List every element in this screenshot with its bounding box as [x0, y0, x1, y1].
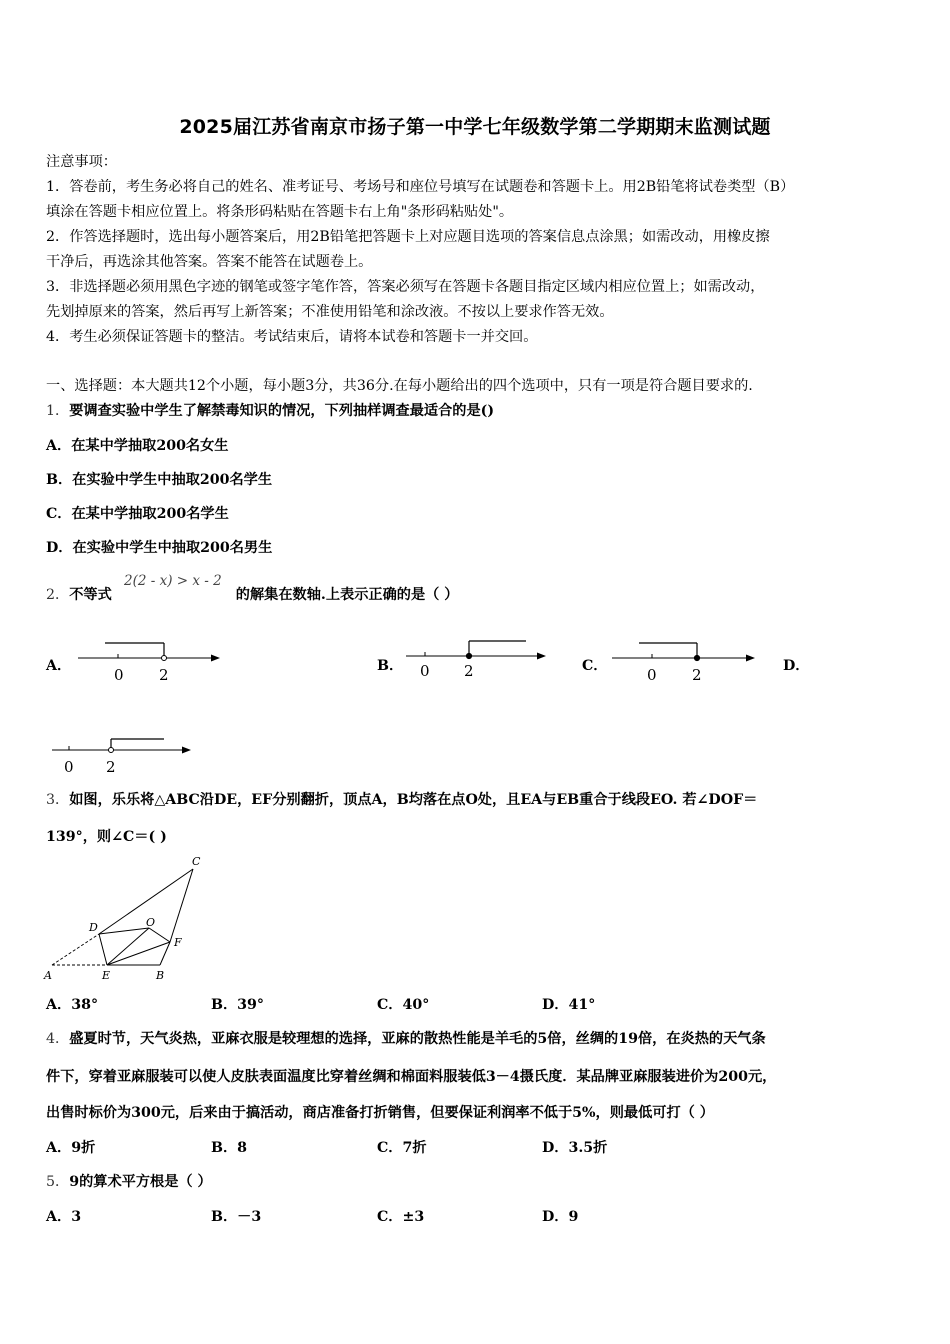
q5-option-c[interactable]: C．±3 [377, 1209, 425, 1225]
question-4-number: 4． [46, 1031, 70, 1047]
page-title: 2025届江苏省南京市扬子第一中学七年级数学第二学期期末监测试题 [179, 116, 771, 138]
notice-line: 填涂在答题卡相应位置上。将条形码粘贴在答题卡右上角"条形码粘贴处"。 [46, 204, 514, 220]
question-1-stem [46, 401, 494, 421]
q1-option-b[interactable]: B．在实验中学生中抽取200名学生 [46, 472, 273, 488]
tick-label-zero: 0 [114, 666, 124, 684]
notice-line: 1．答卷前，考生务必将自己的姓名、准考证号、考场号和座位号填写在试题卷和答题卡上。用2B铅笔将试卷类型（B） [46, 179, 795, 195]
question-5-number: 5． [46, 1174, 70, 1190]
tick-label-zero: 0 [647, 666, 657, 684]
q5-option-a[interactable]: A．3 [46, 1209, 82, 1225]
question-2-text-before: 不等式 [69, 587, 112, 603]
question-4-text: 盛夏时节，天气炎热，亚麻衣服是较理想的选择，亚麻的散热性能是羊毛的5倍，丝绸的19倍，在炎热的天气条 [69, 1031, 766, 1047]
q1-option-c[interactable]: C．在某中学抽取200名学生 [46, 506, 229, 522]
inequality-expression: 2(2 - x) > x - 2 [124, 573, 222, 589]
notice-line: 干净后，再选涂其他答案。答案不能答在试题卷上。 [46, 254, 373, 270]
number-line-b [398, 634, 558, 684]
question-3-stem-cont: 139°，则∠C＝( ) [46, 829, 167, 845]
q2-option-b-label[interactable]: B． [377, 658, 404, 674]
q3-option-b[interactable]: B．39° [211, 997, 265, 1013]
question-4-stem-cont: 出售时标价为300元，后来由于搞活动，商店准备打折销售，但要保证利润率不低于5%，则最低可打（ ） [46, 1105, 714, 1121]
tick-label-zero: 0 [64, 758, 74, 776]
question-5-text: 9的算术平方根是（ ） [69, 1174, 212, 1190]
notice-line: 2．作答选择题时，选出每小题答案后，用2B铅笔把答题卡上对应题目选项的答案信息点涂黑；如需改动，用橡皮擦 [46, 229, 770, 245]
q3-option-c[interactable]: C．40° [377, 997, 430, 1013]
q4-option-d[interactable]: D．3.5折 [542, 1140, 608, 1156]
vertex-label-a: A [44, 969, 52, 982]
tick-label-zero: 0 [420, 662, 430, 680]
question-1-number: 1． [46, 403, 70, 419]
vertex-label-e: E [102, 969, 111, 982]
q3-option-d[interactable]: D．41° [542, 997, 596, 1013]
q4-option-c[interactable]: C．7折 [377, 1140, 427, 1156]
q4-option-b[interactable]: B．8 [211, 1140, 248, 1156]
tick-label-two: 2 [692, 666, 702, 684]
q1-option-a[interactable]: A．在某中学抽取200名女生 [46, 438, 229, 454]
question-4-stem-cont: 件下，穿着亚麻服装可以使人皮肤表面温度比穿着丝绸和棉面料服装低3－4摄氏度．某品牌亚麻服装进价为200元， [46, 1069, 777, 1085]
notice-line: 4．考生必须保证答题卡的整洁。考试结束后，请将本试卷和答题卡一并交回。 [46, 329, 538, 345]
number-line-c [604, 638, 764, 688]
question-3-number: 3． [46, 792, 70, 808]
question-3-stem [46, 790, 757, 810]
question-4-stem [46, 1029, 766, 1049]
vertex-label-d: D [89, 921, 98, 934]
question-1-text: 要调查实验中学生了解禁毒知识的情况，下列抽样调查最适合的是() [69, 403, 495, 419]
question-2-stem [46, 585, 459, 605]
vertex-label-f: F [174, 936, 182, 949]
question-2-number: 2． [46, 587, 70, 603]
vertex-label-o: O [146, 916, 156, 929]
q2-option-c-label[interactable]: C． [582, 658, 608, 674]
q2-option-d-label[interactable]: D． [783, 658, 810, 674]
notice-line: 先划掉原来的答案，然后再写上新答案；不准使用铅笔和涂改液。不按以上要求作答无效。 [46, 304, 614, 320]
q3-option-a[interactable]: A．38° [46, 997, 99, 1013]
vertex-label-c: C [192, 855, 201, 868]
number-line-d [48, 734, 208, 780]
section-heading: 一、选择题：本大题共12个小题，每小题3分，共36分.在每小题给出的四个选项中，只有一项是符合题目要求的. [46, 378, 753, 394]
triangle-figure [40, 852, 210, 984]
q5-option-b[interactable]: B．－3 [211, 1209, 262, 1225]
q4-option-a[interactable]: A．9折 [46, 1140, 96, 1156]
q1-option-d[interactable]: D．在实验中学生中抽取200名男生 [46, 540, 273, 556]
question-2-text-after: 的解集在数轴.上表示正确的是（ ） [235, 587, 459, 603]
q5-option-d[interactable]: D．9 [542, 1209, 579, 1225]
question-5-stem [46, 1172, 212, 1192]
question-3-text: 如图，乐乐将△ABC沿DE，EF分别翻折，顶点A，B均落在点O处，且EA与EB重合于线段EO. 若∠DOF＝ [69, 792, 758, 808]
number-line-a [70, 638, 230, 688]
vertex-label-b: B [156, 969, 165, 982]
notice-heading: 注意事项： [46, 154, 117, 170]
notice-line: 3．非选择题必须用黑色字迹的钢笔或签字笔作答，答案必须写在答题卡各题目指定区域内相应位置上；如需改动， [46, 279, 765, 295]
tick-label-two: 2 [106, 758, 116, 776]
tick-label-two: 2 [464, 662, 474, 680]
tick-label-two: 2 [159, 666, 169, 684]
q2-option-a-label[interactable]: A． [46, 658, 72, 674]
